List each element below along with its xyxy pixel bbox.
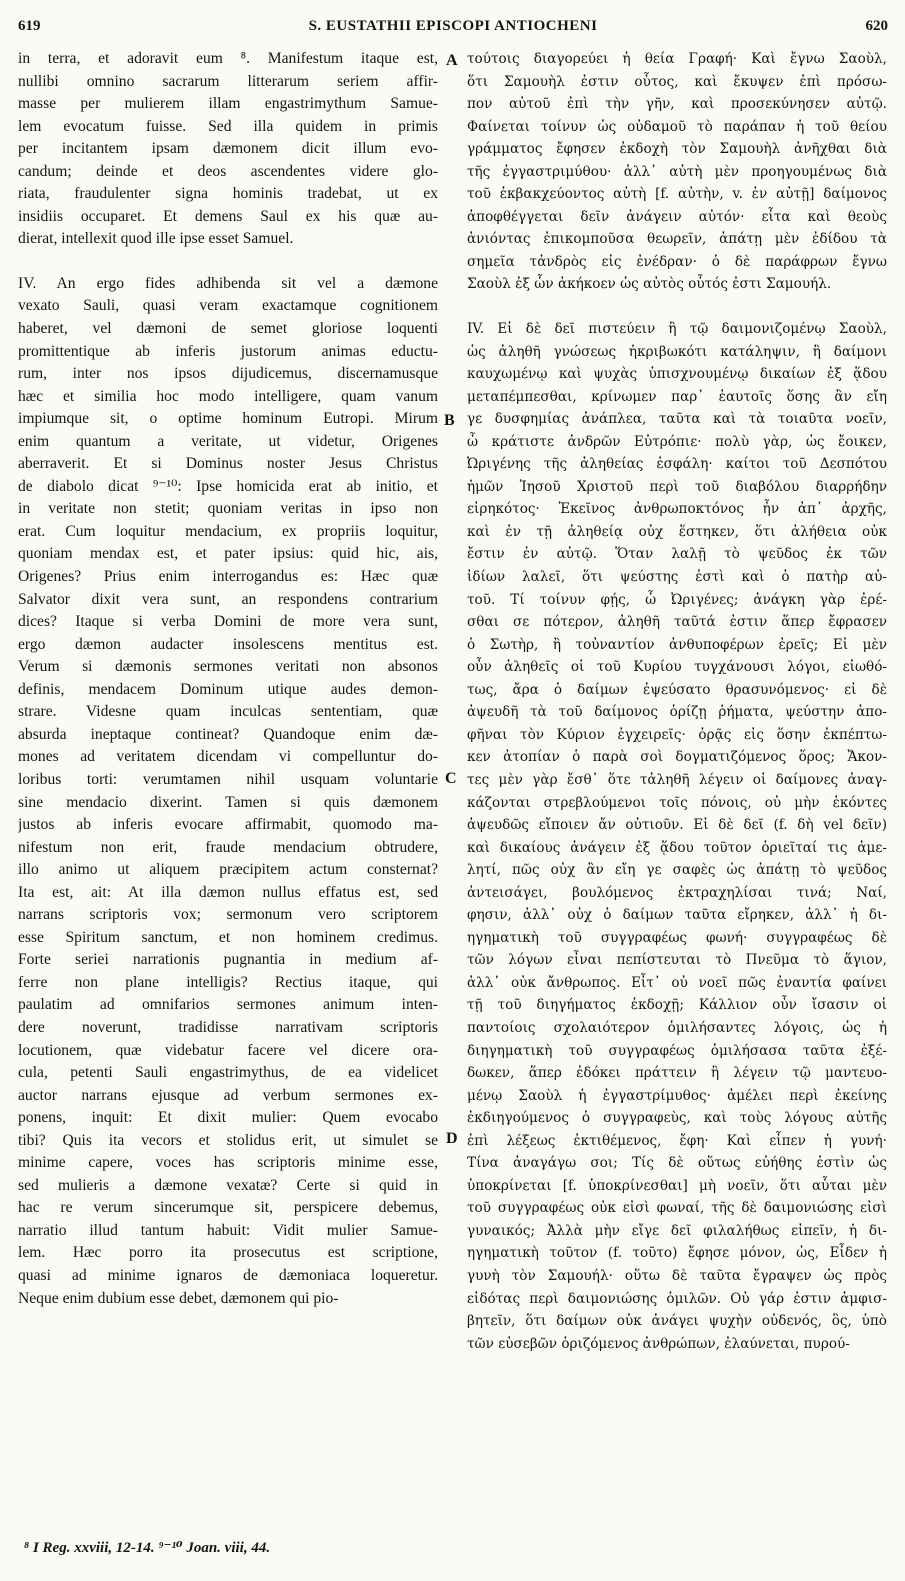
latin-text-line: de diabolo dicat ⁹⁻¹⁰: Ipse homicida erat ab initio, et [18, 477, 438, 495]
greek-text-line: βητεῖν, ὅτι δαίμων οὐκ ἀνάγει ψυχὴν οὐδενός, ὃς, ὑπὸ [467, 1313, 887, 1330]
latin-text-line: cula, petenti Sauli engastrimythus, de ea videlicet [18, 1064, 438, 1082]
latin-text-line: justos ab inferis evocare affirmabit, quomodo ma- [18, 816, 438, 834]
latin-text-line: Neque enim dubium esse debet, dæmonem qui pio- [18, 1289, 339, 1307]
greek-text-line: τῶν λόγων εἶναι πεπίστευται τὸ Πνεῦμα τὸ ἅγιον, [467, 952, 887, 969]
latin-text-line: esse Spiritum sanctum, et non hominem credimus. [18, 928, 438, 946]
latin-text-line: sine mendacio dixerint. Tamen si quis dæmonem [18, 793, 438, 811]
latin-text-line: masse per mulierem illam engastrimythum Samue- [18, 95, 438, 113]
latin-text-line: quoniam mendax est, et pater ipsius: quid hic, ais, [18, 545, 438, 563]
page-number-left: 619 [18, 18, 41, 34]
greek-text-line: καὶ δικαίους ἀνάγειν ἐξ ᾅδου τοῦτον ὁριεῖταί τις ἀμε- [467, 839, 887, 856]
greek-text-line: εἰρηκότος· Ἐκεῖνος ἀνθρωποκτόνος ἦν ἀπ᾽ ἀρχῆς, [467, 501, 887, 518]
margin-letter-d: D [446, 1130, 458, 1147]
latin-text-line: paulatim ad omnifarios sermones animum inten- [18, 996, 438, 1014]
latin-text-line: mones ad veritatem dicendam vi compelluntur do- [18, 748, 438, 766]
latin-text-line: absurda ineptaque contineat? Quandoque enim dæ- [18, 725, 438, 743]
margin-letter-a: A [446, 52, 458, 69]
greek-text-line: ἐπὶ λέξεως ἐκτιθέμενος, ἔφη· Καὶ εἶπεν ἡ γυνή· [467, 1132, 887, 1149]
greek-text-line: καὶ ἐν τῇ ἀληθείᾳ οὐχ ἕστηκεν, ὅτι ἀλήθεια οὐκ [467, 523, 887, 540]
greek-text-line: τως, ἄρα ὁ δαίμων ἐψεύσατο θρασυνόμενος· εἰ δὲ [467, 681, 887, 698]
greek-text-line: Φαίνεται τοίνυν ὡς οὐδαμοῦ τὸ παράπαν ἡ τοῦ θείου [467, 118, 887, 135]
greek-text-line: ὑποκρίνεται [f. ὑποκρίνεσθαι] μὴ νοεῖν, ὅτι αὗται μὲν [467, 1177, 887, 1194]
greek-text-line: γυναικός; Ἀλλὰ μὴν εἴγε δεῖ φιλαλήθως εἰπεῖν, ἡ δι- [467, 1222, 887, 1239]
paragraph-gap [467, 296, 887, 318]
greek-text-line: εἰδότας περὶ δαιμονιώσης ὁμιλῶν. Οὐ γάρ ἐστιν ἀμφισ- [467, 1290, 887, 1307]
latin-text-line: dere noverunt, tradidisse narrativam scriptoris [18, 1018, 438, 1036]
latin-text-line: Verum si dæmonis sermones veritati non absonos [18, 658, 438, 676]
latin-text-line: enim quantum a veritate, ut videtur, Origenes [18, 432, 438, 450]
greek-text-line: γυνὴ τὸν Σαμουήλ· οὕτω δὲ ταῦτα ἔγραψεν ὡς πρὸς [467, 1267, 887, 1284]
margin-letter-b: B [444, 412, 455, 429]
latin-text-line: ergo dæmon audacter insolescens mentitus est. [18, 635, 438, 653]
latin-text-line: definis, mendacem Dominum utique audes demon- [18, 680, 438, 698]
latin-text-line: nifestum non erit, fraude mendacium obtrudere, [18, 838, 438, 856]
page-number-right: 620 [865, 18, 888, 34]
latin-text-line: sed mulieris a dæmone vexatæ? Certe si quid in [18, 1176, 438, 1194]
latin-column [18, 48, 438, 1310]
greek-text-line: ἀψευδῆ τὰ τοῦ δαίμονος ὁρίζῃ ῥήματα, ψεύστην ἀπο- [467, 704, 887, 721]
latin-text-line: vexato Sauli, quasi veram exactamque cognitionem [18, 297, 438, 315]
greek-text-line: IV. Εἰ δὲ δεῖ πιστεύειν ἢ τῷ δαιμονιζομένῳ Σαοὺλ, [467, 321, 887, 338]
greek-text-line: τῆς ἐγγαστριμύθου· ἀλλ᾽ αὐτὴ μὲν προηγουμένως διὰ [467, 163, 887, 180]
greek-text-line: δωκεν, ἅπερ ἐδόκει πράττειν ἢ λέγειν τῷ μαντευο- [467, 1065, 887, 1082]
greek-text-line: τες μὲν γὰρ ἔσθ᾽ ὅτε τἀληθῆ λέγειν οἱ δαίμονες ἀναγ- [467, 771, 887, 788]
greek-text-line: κάζονται στρεβλούμενοι τοῖς πόνοις, οὐ μὴν ἑκόντες [467, 794, 887, 811]
greek-text-line: παντοίοις σχολαιότερον ὁμιλήσαντες λόγοις, ὡς ἡ [467, 1019, 887, 1036]
greek-text-line: Σαοὺλ ἐξ ὧν ἀκήκοεν ὡς αὐτὸς οὗτός ἐστι Σαμουήλ. [467, 276, 832, 293]
greek-text-line: ἰδίων λαλεῖ, ὅτι ψεύστης ἐστὶ καὶ ὁ πατὴρ αὐ- [467, 569, 887, 586]
greek-text-line: ἡμῶν Ἰησοῦ Χριστοῦ περὶ τοῦ διαβόλου διαρρήδην [467, 478, 887, 495]
latin-text-line: narrans scriptoris vox; sermonum vero scriptorem [18, 906, 438, 924]
running-title: S. EUSTATHII EPISCOPI ANTIOCHENI [308, 18, 598, 34]
latin-text-line: locutionem, quæ videbatur facere vel dicere ora- [18, 1041, 438, 1059]
latin-text-line: IV. An ergo fides adhibenda sit vel a dæmone [18, 274, 438, 292]
latin-text-line: per incitantem ipsam dæmonem dicit illum evo- [18, 140, 438, 158]
latin-text-line: Origenes? Prius enim interrogandus es: Hæc quæ [18, 568, 438, 586]
greek-text-line: μένῳ Σαοὺλ ἡ ἐγγαστρίμυθος· ἀμέλει περὶ ἐκείνης [467, 1087, 887, 1104]
greek-text-line: ὅτι Σαμουὴλ ἐστιν οὗτος, καὶ ἔκυψεν ἐπὶ πρόσω- [467, 73, 887, 90]
greek-text-line: λητί, πῶς οὐχ ἂν εἴη γε σαφὲς ὡς ἀπάτῃ τὸ ψεῦδος [467, 862, 887, 879]
latin-text-line: hæc et similia hoc modo intelligere, quam vanum [18, 387, 438, 405]
greek-text-line: ὁ Σωτὴρ, ἢ τοὐναντίον ἀνθυποφέρων ἐρεῖς; Εἰ μὲν [467, 636, 887, 653]
latin-text-line: in veritate non stetit; quoniam veritas in ipso non [18, 500, 438, 518]
greek-text-line: φῆναι τὸν Κύριον ἐγχειρεῖς· ὁρᾷς εἰς ὅσην ἐκπέπτω- [467, 726, 887, 743]
latin-text-line: dierat, intellexit quod ille ipse esset Samuel. [18, 230, 294, 248]
latin-text-line: haberet, vel dæmoni de semet gloriose loquenti [18, 320, 438, 338]
greek-text-line: διηγηματικὴ τοῦ συγγραφέως ὁμιλήσασα ταῦτα ἐξέ- [467, 1042, 887, 1059]
greek-text-line: μεταπέμπεσθαι, κρίνωμεν παρ᾽ ἑαυτοῖς ὅσης ἂν εἴη [467, 388, 887, 405]
greek-text-line: ἔστιν ἐν αὐτῷ. Ὅταν λαλῇ τὸ ψεῦδος ἐκ τῶν [467, 546, 887, 563]
margin-letter-c: C [445, 770, 457, 787]
latin-text-line: minime capere, voces has scriptoris minime esse, [18, 1154, 438, 1172]
greek-text-line: ἐκδιηγούμενος ὁ συγγραφεὺς, καὶ τοὺς λόγους αὐτῆς [467, 1110, 887, 1127]
greek-text-line: οὖν ἀληθεῖς οἱ τοῦ Κυρίου τυγχάνουσι λόγοι, εἰωθό- [467, 659, 887, 676]
latin-text-line: Forte seriei narrationis pugnantia in medium af- [18, 951, 438, 969]
latin-text-line: insidiis occuparet. Et demens Saul ex his quæ au- [18, 207, 438, 225]
latin-text-line: aberraverit. Et si Dominus noster Jesus Christus [18, 455, 438, 473]
latin-text-line: tibi? Quis ita vecors et stolidus erit, ut simulet se [18, 1131, 438, 1149]
latin-text-line: illo animo ut aliquem præcipitem actum consternat? [18, 861, 438, 879]
greek-text-line: ἀλλ᾽ οὐκ ἄνθρωπος. Εἶτ᾽ οὐ νοεῖ πῶς ἐναντία φαίνει [467, 974, 887, 991]
greek-text-line: γε δυσφημίας ἀνάπλεα, ταῦτα καὶ τὰ τοιαῦτα νοεῖν, [467, 411, 887, 428]
greek-text-line: ὡς ἀληθῆ γνώσεως ἠκριβωκότι κατάληψιν, ἢ δαίμονι [467, 343, 887, 360]
latin-text-line: narratio illud tantum habuit: Vidit mulier Samue- [18, 1221, 438, 1239]
greek-text-line: σημεῖα τἀνδρὸς εἰς ἐνέδραν· ὁ δὲ παράφρων ἔγνω [467, 253, 887, 270]
greek-text-line: σθαι σε πότερον, ἀληθῆ ταῦτά ἐστιν ἅπερ ἔφρασεν [467, 614, 887, 631]
greek-text-line: ηγηματικὴ τοῦτον (f. τοῦτο) ἔφησε μόνον, ὡς, Εἶδεν ἡ [467, 1245, 887, 1262]
latin-text-line: loribus torti: verumtamen nihil usquam voluntarie [18, 770, 438, 788]
greek-text-line: τῇ τοῦ διηγήματος ἐκδοχῇ; Κάλλιον οὖν ἴσασιν οἱ [467, 997, 887, 1014]
greek-text-line: ἀντεισάγει, βουλόμενος ἐκτραχηλίσαι τινά; Ναί, [467, 884, 887, 901]
greek-text-line: τοῦ. Τί τοίνυν φῄς, ὦ Ὠριγένες; ἀνάγκη γὰρ ἐρέ- [467, 591, 887, 608]
latin-text-line: rum, inter nos ipsos dijudicemus, discernamusque [18, 365, 438, 383]
greek-text-line: καυχωμένῳ καὶ ψυχὰς ὑπισχνουμένῳ δικαίων ἐξ ᾅδου [467, 366, 887, 383]
greek-text-line: γράμματος ἔφησεν ἐκδοχὴ τὸν Σαμουὴλ ἀνῆχθαι διὰ [467, 141, 887, 158]
greek-text-line: φησιν, ἀλλ᾽ οὐχ ὁ δαίμων ταῦτα εἴρηκεν, ἀλλ᾽ ἡ δι- [467, 907, 887, 924]
greek-text-line: ὦ κράτιστε ἀνδρῶν Εὐτρόπιε· πολὺ γὰρ, ὡς ἔοικεν, [467, 433, 887, 450]
greek-text-line: ηγηματικὴ τοῦ συγγραφέως φωνή· συγγραφέως δὲ [467, 929, 887, 946]
latin-text-line: auctor narrans ejusque ad verbum sermones ex- [18, 1086, 438, 1104]
latin-text-line: Ita est, ait: At illa dæmon nullus effatus est, sed [18, 883, 438, 901]
latin-text-line: ponens, inquit: Et dixit mulier: Quem evocabo [18, 1109, 438, 1127]
latin-text-line: lem. Hæc porro ita prosecutus est scriptione, [18, 1244, 438, 1262]
running-header [18, 18, 888, 42]
greek-text-line: ἀποφθέγγεται δεῖν ἀνάγειν αὐτόν· εἶτα καὶ θεοὺς [467, 208, 887, 225]
latin-text-line: ferre non plane intelligis? Rectius itaque, qui [18, 973, 438, 991]
latin-text-line: dices? Itaque si verba Domini de more vera sunt, [18, 613, 438, 631]
latin-text-line: impiumque sit, o optime hominum Eutropi. Mirum [18, 410, 438, 428]
latin-text-line: candum; deinde et deos ascendentes videre glo- [18, 162, 438, 180]
greek-text-line: τῶν εὐσεβῶν ὁριζόμενος ἀνθρώπων, ἐλαύνεται, πυρού- [467, 1335, 850, 1352]
latin-text-line: quasi ad minime ignaros de dæmoniaca loqueretur. [18, 1266, 438, 1284]
greek-text-line: Τίνα ἀναγάγω σοι; Τίς δὲ οὕτως εὐήθης ἐστὶν ὡς [467, 1155, 887, 1172]
latin-text-line: riata, fraudulenter signa hominis tradebat, ut ex [18, 185, 438, 203]
greek-text-line: ἀψευδῶς εἴποιεν ἄν οὐτιοῦν. Εἰ δὲ δεῖ (f. δὴ vel δεῖν) [467, 817, 887, 834]
paragraph-gap [18, 251, 438, 273]
greek-text-line: τούτοις διαγορεύει ἡ θεία Γραφή· Καὶ ἔγνω Σαοὺλ, [467, 51, 887, 67]
latin-text-line: promittentique ab inferis justorum animas eductu- [18, 342, 438, 360]
latin-text-line: erat. Cum loquitur mendacium, ex propriis loquitur, [18, 522, 438, 540]
footnote: ⁸ I Reg. xxviii, 12-14. ⁹⁻¹⁰ Joan. viii, 44. [24, 1540, 271, 1556]
latin-text-line: in terra, et adoravit eum ⁸. Manifestum itaque est, [18, 50, 438, 67]
greek-text-line: πον αὐτοῦ ἐπὶ τὴν γῆν, καὶ προσεκύνησεν αὐτῷ. [467, 96, 887, 113]
greek-text-line: τοῦ συγγραφέως οὐκ εἰσὶ φωναί, τῆς δὲ δαιμονιώσης εἰσὶ [467, 1200, 887, 1217]
latin-text-line: Salvator dixit vera sunt, an respondens contrarium [18, 590, 438, 608]
latin-text-line: nullibi omnino sacrarum litterarum seriem affir- [18, 72, 438, 90]
greek-text-line: τοῦ ἐκβακχεύοντος αὐτὴ [f. αὐτὴν, v. ἐν αὐτῇ] δαίμονος [467, 186, 887, 203]
greek-text-line: ἀνιόντας ἐπικομποῦσα θεωρεῖν, ἀπάτῃ μὲν ἐδίδου τὰ [467, 231, 887, 248]
greek-text-line: κεν ἀτοπίαν ὁ παρὰ σοὶ δογματιζόμενος ὅρος; Ἄκον- [467, 749, 887, 766]
latin-text-line: strare. Videsne quam inculcas sententiam, quæ [18, 703, 438, 721]
greek-column [467, 48, 887, 1355]
latin-text-line: lem evocatum fuisse. Sed illa quidem in primis [18, 117, 438, 135]
latin-text-line: hac re verum sincerumque sit, perspicere debemus, [18, 1199, 438, 1217]
greek-text-line: Ὠριγένης τῆς ἀληθείας ἐσφάλη· καίτοι τοῦ Δεσπότου [467, 456, 887, 473]
